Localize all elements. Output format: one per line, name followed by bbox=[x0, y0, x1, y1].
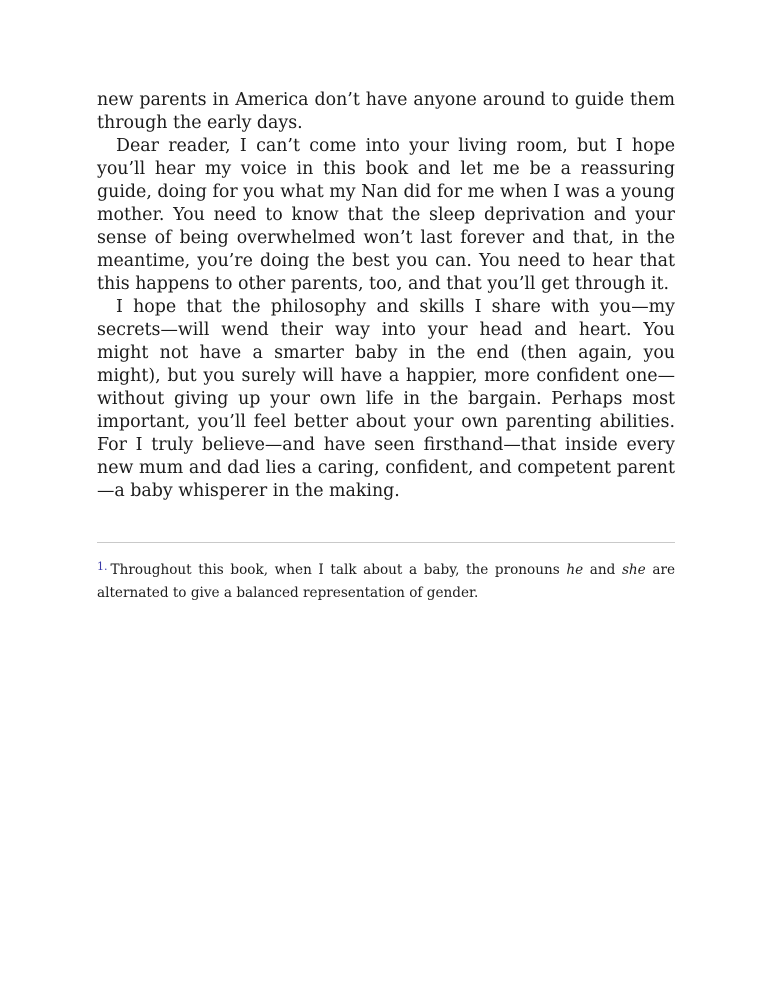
footnote bbox=[97, 555, 675, 605]
footnote-marker-link[interactable]: 1. bbox=[97, 560, 108, 573]
footnote-pronoun-she: she bbox=[621, 562, 646, 578]
footnote-text-mid: and bbox=[583, 562, 622, 578]
footnote-text-after: are alternated to give a balanced representation of gender. bbox=[97, 562, 675, 601]
paragraph-philosophy: I hope that the philosophy and skills I share with you—my secrets—will wend their way into your head and heart. You might not have a smarter baby in the end (then again, you might), but you surely will have a happier, more confident one—without giving up your own life in the bargain. Perhaps most important, you’ll feel better about your own parenting abilities. For I truly believe—and have seen firsthand—that inside every new mum and dad lies a caring, confident, and competent parent—a baby whisperer in the making. bbox=[97, 297, 675, 501]
page-body bbox=[97, 89, 675, 503]
paragraph-continued: new parents in America don’t have anyone around to guide them through the early days. bbox=[97, 90, 675, 133]
footnote-pronoun-he: he bbox=[566, 562, 584, 578]
paragraph-dear-reader: Dear reader, I can’t come into your living room, but I hope you’ll hear my voice in this book and let me be a reassuring guide, doing for you what my Nan did for me when I was a young mother. You need to know that the sleep deprivation and your sense of being overwhelmed won’t last forever and that, in the meantime, you’re doing the best you can. You need to hear that this happens to other parents, too, and that you’ll get through it. bbox=[97, 136, 675, 294]
footnote-text-before: Throughout this book, when I talk about a baby, the pronouns bbox=[110, 562, 567, 578]
footnote-divider bbox=[97, 542, 675, 543]
